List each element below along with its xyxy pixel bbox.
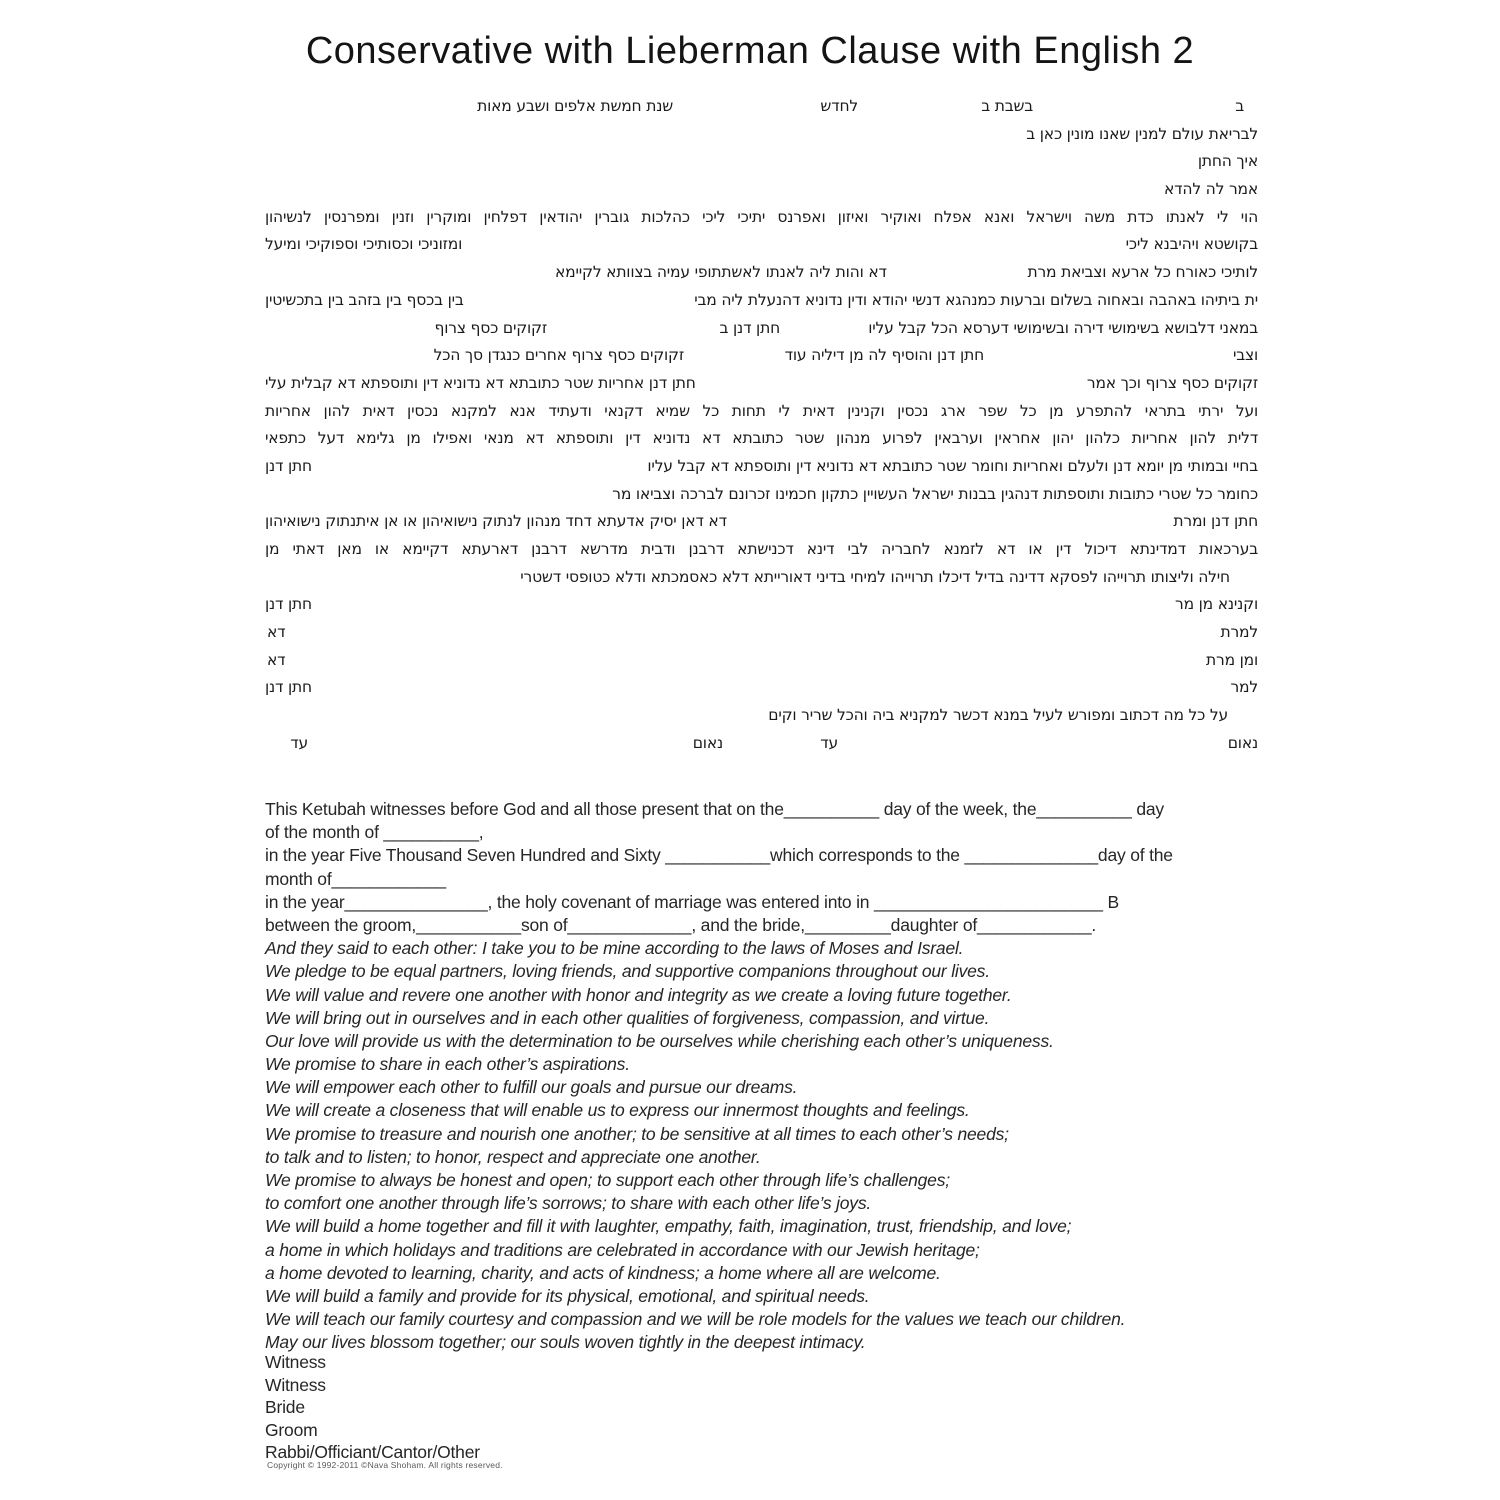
hebrew-line [265, 95, 1258, 123]
hebrew-text-segment: בחיי ובמותי מן יומא דנן ולעלם ואחריות וחומר שטר כתובתא דא נדוניא דין ותוספתא דא קבל עליו [647, 456, 1258, 475]
hebrew-line [265, 400, 1258, 428]
copyright-notice: Copyright © 1992-2011 ©Nava Shoham. All rights reserved. [267, 1460, 503, 1470]
hebrew-text-segment: ית ביתיהו באהבה ובאחוה בשלום וברעות כמנהגא דנשי יהודא ודין נדוניא דהנעלת ליה מבי [694, 290, 1258, 309]
english-line: We promise to treasure and nourish one another; to be sensitive at all times to each other’s needs; [265, 1123, 1009, 1144]
hebrew-text-segment: זקוקים כסף צרוף וכך אמר [1086, 373, 1258, 392]
signature-label-groom: Groom [265, 1419, 318, 1440]
hebrew-text-segment: איך החתן [1197, 152, 1258, 171]
hebrew-line [265, 510, 1258, 538]
english-line: We will create a closeness that will enable us to express our innermost thoughts and feelings. [265, 1100, 970, 1121]
hebrew-text-segment: ומן מרת [1206, 650, 1258, 669]
english-line: in the year_______________, the holy covenant of marriage was entered into in ________________________ B [265, 891, 1119, 912]
english-line: This Ketubah witnesses before God and all those present that on the__________ day of the week, the__________ day [265, 799, 1164, 819]
hebrew-line [265, 649, 1258, 677]
hebrew-line [265, 593, 1258, 621]
hebrew-text-segment: ב [1235, 97, 1244, 115]
hebrew-text-segment: חתן דנן ב [719, 318, 780, 337]
hebrew-line [265, 206, 1258, 234]
hebrew-text-segment: כחומר כל שטרי כתובות ותוספתות דנהגין בבנות ישראל העשויין כתקון חכמינו זכרונם לברכה וצביאו מר [612, 484, 1258, 503]
hebrew-line [265, 150, 1258, 178]
hebrew-text-segment: דא [267, 650, 286, 669]
hebrew-text-segment: עד [820, 733, 838, 752]
hebrew-text-segment: חתן דנן והוסיף לה מן דיליה עוד [784, 346, 984, 365]
signature-labels-block [265, 1351, 480, 1464]
signature-label-bride: Bride [265, 1397, 305, 1418]
hebrew-text-segment: דא [267, 623, 286, 642]
hebrew-text-segment: וצבי [1232, 346, 1258, 365]
hebrew-text-segment: ועל ירתי בתראי להתפרע מן כל שפר ארג נכסין וקנינין דאית לי תחות כל שמיא דקנאי ודעתיד אנא למקנא נכסין דאית להון אחריות [265, 401, 1258, 420]
english-line: We will build a family and provide for its physical, emotional, and spiritual needs. [265, 1285, 870, 1306]
hebrew-line [265, 732, 1258, 760]
hebrew-text-segment: חתן דנן אחריות שטר כתובתא דא נדוניא דין ותוספתא דא קבלית עלי [265, 373, 696, 392]
hebrew-text-segment: נאום [692, 733, 723, 752]
hebrew-line [265, 261, 1258, 289]
english-line: a home in which holidays and traditions are celebrated in accordance with our Jewish heritage; [265, 1239, 980, 1260]
hebrew-text-segment: לותיכי כאורח כל ארעא וצביאת מרת [1027, 263, 1258, 282]
hebrew-text-segment: שנת חמשת אלפים ושבע מאות [477, 97, 673, 115]
page-title: Conservative with Lieberman Clause with English 2 [305, 30, 1195, 72]
hebrew-text-segment: דא והות ליה לאנתו לאשתתופי עמיה בצוותא לקיימא [555, 263, 887, 282]
hebrew-line [265, 483, 1258, 511]
hebrew-text-segment: חילה וליצותו תרוייהו לפסקא דדינה בדיל דיכלו תרוייהו למיחי בדיני דאורייתא דלא כאסמכתא ודלא כטופסי דשטרי [520, 567, 1230, 586]
english-line: in the year Five Thousand Seven Hundred and Sixty ___________which corresponds to the ______________day of the [265, 845, 1173, 866]
english-line: We will build a home together and fill it with laughter, empathy, faith, imagination, trust, friendship, and love; [265, 1216, 1072, 1237]
hebrew-line [265, 289, 1258, 317]
english-text-block [265, 798, 1260, 1355]
english-fill-in-section [265, 798, 1260, 937]
english-line: Our love will provide us with the determination to be ourselves while cherishing each other’s uniqueness. [265, 1030, 1054, 1051]
hebrew-text-segment: בשבת ב [981, 97, 1033, 115]
hebrew-line [265, 317, 1258, 345]
hebrew-text-block [265, 95, 1258, 760]
hebrew-text-segment: לבריאת עולם למנין שאנו מונין כאן ב [1026, 124, 1258, 143]
english-line: month of____________ [265, 868, 446, 889]
english-line: of the month of __________, [265, 822, 484, 843]
hebrew-line [265, 676, 1258, 704]
hebrew-text-segment: למרת [1220, 623, 1258, 642]
hebrew-text-segment: חתן דנן [265, 456, 312, 475]
hebrew-text-segment: לחדש [820, 97, 858, 115]
hebrew-line [265, 566, 1258, 594]
english-vows-section [265, 937, 1260, 1354]
hebrew-line [265, 372, 1258, 400]
hebrew-text-segment: דא דאן יסיק אדעתא דחד מנהון לנתוק נישואיהון או אן איתנתוק נישואיהון [265, 512, 727, 531]
english-line: between the groom,___________son of_____________, and the bride,_________daughter of____________. [265, 914, 1097, 935]
hebrew-text-segment: עד [290, 733, 308, 752]
hebrew-text-segment: זקוקים כסף צרוף אחרים כנגדן סך הכל [433, 346, 684, 365]
hebrew-text-segment: וקנינא מן מר [1175, 595, 1258, 614]
hebrew-text-segment: חתן דנן ומרת [1173, 512, 1258, 531]
hebrew-line [265, 621, 1258, 649]
signature-label-officiant: Rabbi/Officiant/Cantor/Other [265, 1442, 480, 1463]
hebrew-line [265, 538, 1258, 566]
hebrew-text-segment: במאני דלבושא בשימושי דירה ובשימושי דערסא הכל קבל עליו [868, 318, 1258, 337]
english-line: We will empower each other to fulfill our goals and pursue our dreams. [265, 1077, 798, 1098]
hebrew-text-segment: חתן דנן [265, 678, 312, 697]
english-line: to comfort one another through life’s sorrows; to share with each other life’s joys. [265, 1193, 872, 1214]
english-line: We will bring out in ourselves and in each other qualities of forgiveness, compassion, and virtue. [265, 1007, 990, 1028]
hebrew-line [265, 344, 1258, 372]
hebrew-line [265, 178, 1258, 206]
hebrew-text-segment: אמר לה להדא [1164, 180, 1258, 199]
english-line: And they said to each other: I take you to be mine according to the laws of Moses and Israel. [265, 938, 964, 959]
hebrew-text-segment: הוי לי לאנתו כדת משה וישראל ואנא אפלח ואוקיר ואיזון ואפרנס יתיכי ליכי כהלכות גוברין יהודאין דפלחין ומוקרין וזנין ומפרנסין לנשיהון [265, 207, 1258, 226]
english-line: We promise to share in each other’s aspirations. [265, 1054, 630, 1075]
signature-label-witness-2: Witness [265, 1374, 326, 1395]
english-line: We will teach our family courtesy and compassion and we will be role models for the values we teach our children. [265, 1309, 1126, 1330]
hebrew-text-segment: בקושטא ויהיבנא ליכי [1125, 235, 1258, 254]
english-line: We will value and revere one another with honor and integrity as we create a loving future together. [265, 984, 1012, 1005]
english-line: to talk and to listen; to honor, respect and appreciate one another. [265, 1146, 761, 1167]
hebrew-text-segment: זקוקים כסף צרוף [434, 318, 547, 337]
hebrew-line [265, 704, 1258, 732]
hebrew-line [265, 427, 1258, 455]
hebrew-line [265, 455, 1258, 483]
hebrew-line [265, 123, 1258, 151]
hebrew-text-segment: ומזוניכי וכסותיכי וספוקיכי ומיעל [265, 235, 463, 254]
hebrew-text-segment: על כל מה דכתוב ומפורש לעיל במנא דכשר למקניא ביה והכל שריר וקים [768, 706, 1228, 725]
signature-label-witness-1: Witness [265, 1352, 326, 1372]
hebrew-text-segment: בין בכסף בין בזהב בין בתכשיטין [265, 290, 464, 309]
english-line: We promise to always be honest and open; to support each other through life’s challenges; [265, 1170, 950, 1190]
hebrew-text-segment: בערכאות דמדינתא דיכול דין או דא לזמנא לחבריה לבי דינא דכנישתא דרבנן ודבית מדרשא דרבנן דארעתא דקיימא או מאן דאתי מן [265, 540, 1258, 558]
english-line: We pledge to be equal partners, loving friends, and supportive companions throughout our lives. [265, 961, 990, 982]
english-line: May our lives blossom together; our souls woven tightly in the deepest intimacy. [265, 1332, 866, 1353]
hebrew-line [265, 233, 1258, 261]
hebrew-text-segment: נאום [1227, 733, 1258, 752]
hebrew-text-segment: חתן דנן [265, 595, 312, 614]
hebrew-text-segment: דלית להון אחריות כלהון יהון אחראין וערבאין לפרוע מנהון שטר כתובתא דא נדוניא דין ותוספתא דא מנאי ואפילו מן גלימא דעל כתפאי [265, 429, 1258, 448]
hebrew-text-segment: למר [1230, 678, 1258, 697]
english-line: a home devoted to learning, charity, and acts of kindness; a home where all are welcome. [265, 1262, 941, 1283]
